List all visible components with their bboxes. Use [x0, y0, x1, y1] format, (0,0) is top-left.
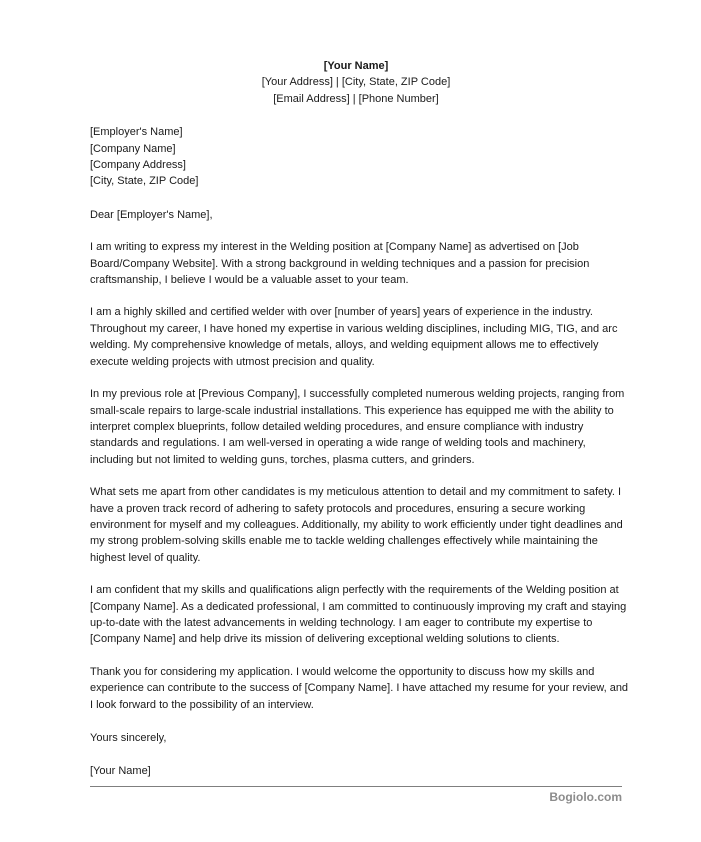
recipient-block	[90, 124, 630, 190]
body-paragraph-previous-role: In my previous role at [Previous Company], I successfully completed numerous welding projects, ranging from small-scale repairs to large-scale industrial installations. This experience has equipped me with the ability to interpret complex blueprints, follow detailed welding procedures, and ensure compliance with industry standards and regulations. I am well-versed in operating a wide range of welding tools and machinery, including but not limited to welding guns, torches, plasma cutters, and grinders.	[90, 388, 625, 466]
salutation: Dear [Employer's Name],	[90, 208, 213, 221]
signature: [Your Name]	[90, 765, 151, 778]
body-paragraph-intro: I am writing to express my interest in the Welding position at [Company Name] as advertised on [Job Board/Company Website]. With a strong background in welding techniques and a passion for precision craftsmanship, I believe I would be a valuable asset to your team.	[90, 241, 590, 287]
letter-header	[90, 58, 622, 107]
sender-name: [Your Name]	[323, 60, 389, 72]
company-address: [Company Address]	[90, 159, 186, 172]
employer-name: [Employer's Name]	[90, 126, 183, 139]
body-paragraph-differentiator: What sets me apart from other candidates is my meticulous attention to detail and my commitment to safety. I have a proven track record of adhering to safety protocols and procedures, ensuring a secure working environment for myself and my colleagues. Additionally, my ability to work efficiently under tight deadlines and my strong problem-solving skills enable me to tackle welding challenges effectively while maintaining the highest level of quality.	[90, 486, 623, 564]
company-city: [City, State, ZIP Code]	[90, 175, 199, 188]
letter-page	[90, 58, 630, 780]
company-name: [Company Name]	[90, 142, 176, 155]
footer-brand: Bogiolo.com	[549, 790, 622, 804]
sender-address: [Your Address] | [City, State, ZIP Code]	[261, 76, 451, 89]
footer-divider	[90, 786, 622, 787]
sender-contact: [Email Address] | [Phone Number]	[273, 92, 439, 105]
body-paragraph-confidence: I am confident that my skills and qualifications align perfectly with the requirements of the Welding position at [Company Name]. As a dedicated professional, I am committed to continuously improving my craft and staying up-to-date with the latest advancements in welding technology. I am eager to contribute my expertise to [Company Name] and help drive its mission of delivering exceptional welding solutions to clients.	[90, 584, 627, 646]
body-paragraph-experience: I am a highly skilled and certified welder with over [number of years] years of experience in the industry. Throughout my career, I have honed my expertise in various welding disciplines, including MIG, TIG, and arc welding. My comprehensive knowledge of metals, alloys, and welding equipment allows me to effectively execute welding projects with utmost precision and quality.	[90, 306, 618, 368]
body-paragraph-thanks: Thank you for considering my application. I would welcome the opportunity to discuss how my skills and experience can contribute to the success of [Company Name]. I have attached my resume for your review, and I look forward to the possibility of an interview.	[90, 665, 629, 711]
closing: Yours sincerely,	[90, 732, 167, 744]
